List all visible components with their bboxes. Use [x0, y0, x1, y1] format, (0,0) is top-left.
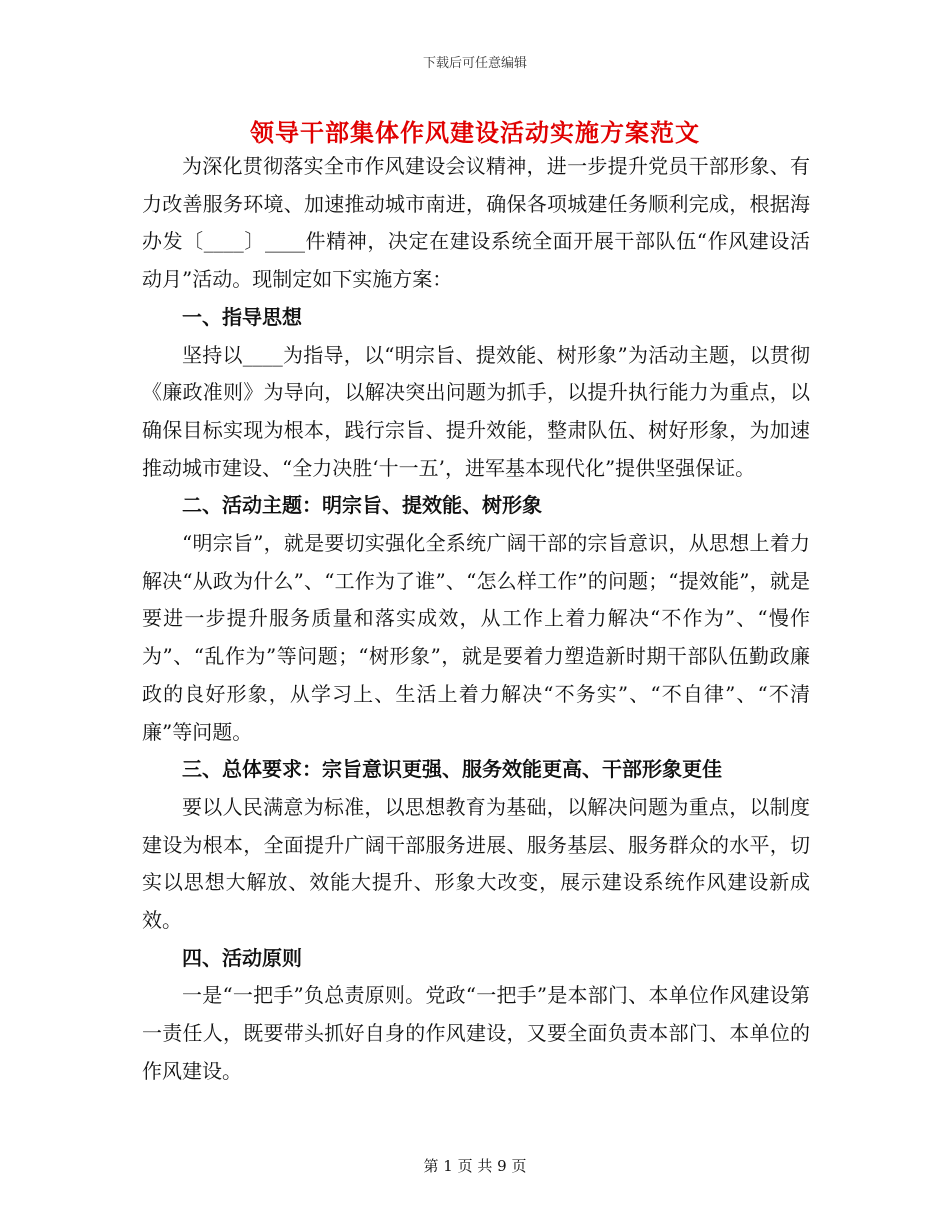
- page-number: 第 1 页 共 9 页: [423, 1157, 527, 1175]
- section-paragraph: 坚持以____为指导，以“明宗旨、提效能、树形象”为活动主题，以贯彻《廉政准则》为导向，以解决突出问题为抓手，以提升执行能力为重点，以确保目标实现为根本，践行宗旨、提升效能，整肃队伍、树好形象，为加速推动城市建设、“全力决胜‘十一五’，进军基本现代化”提供坚强保证。: [142, 342, 810, 480]
- document-body: [142, 148, 810, 1091]
- section-heading-overall-requirements: 三、总体要求：宗旨意识更强、服务效能更高、干部形象更佳: [182, 757, 722, 782]
- section-paragraph: 一是“一把手”负总责原则。党政“一把手”是本部门、本单位作风建设第一责任人，既要带头抓好自身的作风建设，又要全面负责本部门、本单位的作风建设。: [142, 983, 810, 1083]
- section-heading-guiding-ideology: 一、指导思想: [182, 304, 302, 329]
- page-header: 下载后可任意编辑: [422, 56, 527, 71]
- section-heading-activity-theme: 二、活动主题：明宗旨、提效能、树形象: [182, 493, 542, 518]
- section-paragraph: 要以人民满意为标准，以思想教育为基础，以解决问题为重点，以制度建设为根本，全面提升广阔干部服务进展、服务基层、服务群众的水平，切实以思想大解放、效能大提升、形象大改变，展示建设系统作风建设新成效。: [142, 794, 810, 933]
- intro-paragraph: 为深化贯彻落实全市作风建设会议精神，进一步提升党员干部形象、有力改善服务环境、加速推动城市南进，确保各项城建任务顺利完成，根据海办发〔____〕____件精神，决定在建设系统全面开展干部队伍“作风建设活动月”活动。现制定如下实施方案：: [142, 154, 810, 292]
- section-paragraph: “明宗旨”，就是要切实强化全系统广阔干部的宗旨意识，从思想上着力解决“从政为什么”、“工作为了谁”、“怎么样工作”的问题；“提效能”，就是要进一步提升服务质量和落实成效，从工作上着力解决“不作为”、“慢作为”、“乱作为”等问题；“树形象”，就是要着力塑造新时期干部队伍勤政廉政的良好形象，从学习上、生活上着力解决“不务实”、“不自律”、“不清廉”等问题。: [142, 531, 810, 744]
- document-title: 领导干部集体作风建设活动实施方案范文: [250, 118, 700, 147]
- section-heading-activity-principles: 四、活动原则: [182, 945, 302, 970]
